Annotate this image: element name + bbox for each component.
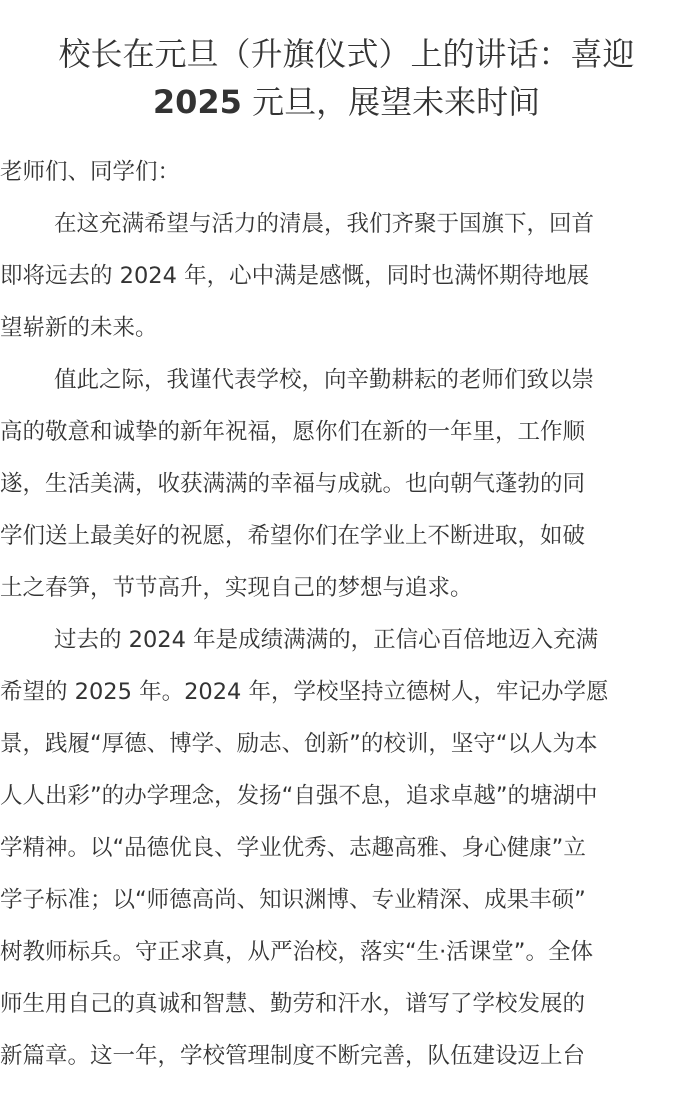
paragraph-2: [0, 354, 693, 614]
paragraph-line: 新篇章。这一年，学校管理制度不断完善，队伍建设迈上台: [0, 1043, 586, 1069]
salutation: 老师们、同学们：: [0, 159, 181, 185]
paragraph-line: 学精神。以“品德优良、学业优秀、志趣高雅、身心健康”立: [0, 835, 586, 861]
paragraph-line: 值此之际，我谨代表学校，向辛勤耕耘的老师们致以崇: [54, 367, 595, 393]
paragraph-line: 高的敬意和诚挚的新年祝福，愿你们在新的一年里，工作顺: [0, 419, 586, 445]
paragraph-line: 景，践履“厚德、博学、励志、创新”的校训，坚守“以人为本: [0, 731, 598, 757]
paragraph-line: 望崭新的未来。: [0, 315, 158, 341]
paragraph-1: [0, 198, 693, 354]
paragraph-line: 学们送上最美好的祝愿，希望你们在学业上不断进取，如破: [0, 523, 586, 549]
document-title: [0, 0, 693, 126]
title-line-1: 校长在元旦（升旗仪式）上的讲话：喜迎: [58, 35, 635, 73]
title-line-2: [0, 78, 693, 126]
paragraph-line: 即将远去的 2024 年，心中满是感慨，同时也满怀期待地展: [0, 263, 590, 289]
paragraph-3: [0, 614, 693, 1082]
paragraph-line: 学子标准；以“师德高尚、知识渊博、专业精深、成果丰硕”: [0, 887, 586, 913]
paragraph-line: 过去的 2024 年是成绩满满的，正信心百倍地迈入充满: [54, 627, 599, 653]
title-line-2-rest: 元旦，展望未来时间: [241, 83, 541, 121]
paragraph-line: 遂，生活美满，收获满满的幸福与成就。也向朝气蓬勃的同: [0, 471, 586, 497]
speech-body: [0, 146, 693, 1082]
title-year: 2025: [152, 83, 242, 121]
paragraph-line: 人人出彩”的办学理念，发扬“自强不息，追求卓越”的塘湖中: [0, 783, 598, 809]
paragraph-line: 希望的 2025 年。2024 年，学校坚持立德树人，牢记办学愿: [0, 679, 609, 705]
paragraph-line: 师生用自己的真诚和智慧、勤劳和汗水，谱写了学校发展的: [0, 991, 586, 1017]
paragraph-line: 土之春笋，节节高升，实现自己的梦想与追求。: [0, 575, 473, 601]
paragraph-line: 在这充满希望与活力的清晨，我们齐聚于国旗下，回首: [54, 211, 595, 237]
paragraph-line: 树教师标兵。守正求真，从严治校，落实“生·活课堂”。全体: [0, 939, 593, 965]
